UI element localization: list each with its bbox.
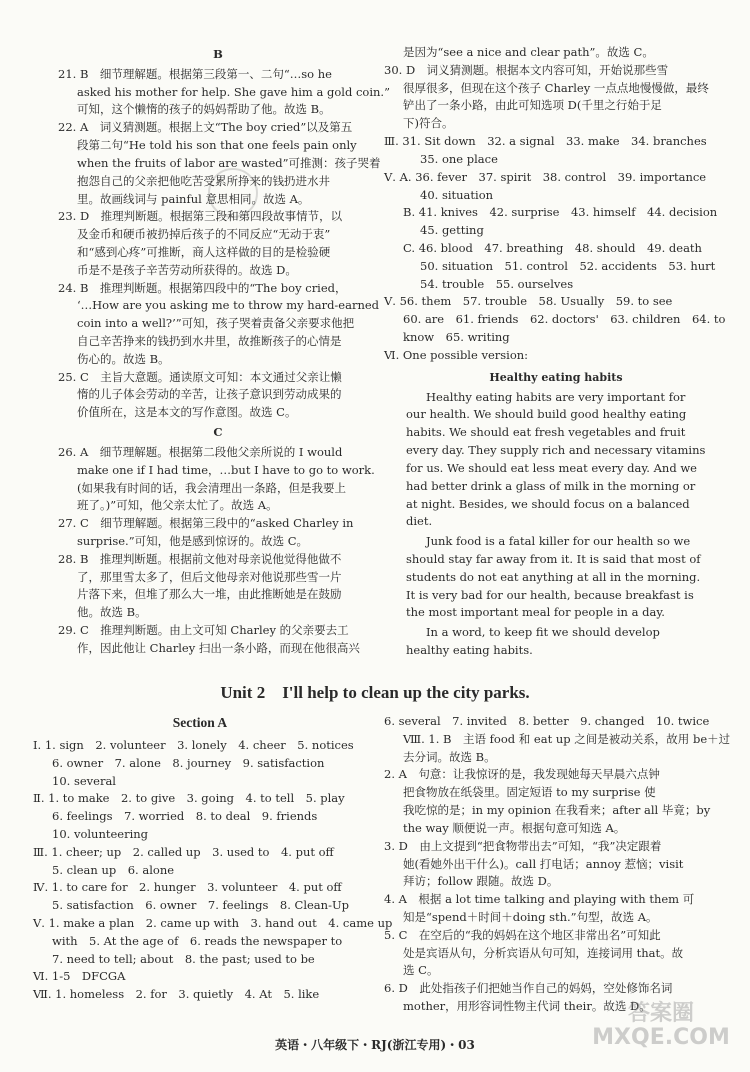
answer-line: 作，因此他让 Charley 扫出一条小路，而现在他很高兴 <box>77 640 360 655</box>
answer-line: ‘…How are you asking me to throw my hard-earned <box>77 298 380 313</box>
answer-line: asked his mother for help. She gave him a gold coin.” <box>77 84 390 99</box>
watermark-logo: 答案圈 MXQE.COM <box>592 1001 730 1051</box>
answer-line: 拜访；follow 跟随。故选 D。 <box>403 874 559 889</box>
answer-line: 26. A 细节理解题。根据第二段他父亲所说的 I would <box>58 444 343 459</box>
answer-line: 和“感到心疼”可推断，商人这样做的目的是检验硬 <box>77 244 331 259</box>
answer-line: 30. D 词义猜测题。根据本文内容可知，开始说那些雪 <box>384 62 669 77</box>
answer-line: when the fruits of labor are wasted”可推测：孩子哭着 <box>77 155 381 170</box>
answers-c <box>58 444 378 658</box>
answer-blocks <box>384 133 726 365</box>
essay-title: Healthy eating habits <box>489 370 623 384</box>
answer-line: Ⅰ. 1. sign 2. volunteer 3. lonely 4. cheer 5. notices <box>33 737 354 752</box>
answer-line: 自己辛苦挣来的钱扔到水井里，故推断孩子的心情是 <box>77 334 342 348</box>
answer-line: Ⅴ. 56. them 57. trouble 58. Usually 59. to see <box>384 294 673 309</box>
answer-line: 下)符合。 <box>403 116 454 131</box>
answer-line: 价值所在，这是本文的写作意图。故选 C。 <box>77 405 297 420</box>
bottom-left-column <box>33 713 393 1004</box>
answer-line: make one if I had time，…but I have to go to work. <box>77 462 375 477</box>
answer-line: 25. C 主旨大意题。通读原文可知：本文通过父亲让懒 <box>58 369 342 384</box>
answer-line: 知是“spend＋时间＋doing sth.”句型，故选 A。 <box>403 909 658 924</box>
answers-section-a-continued <box>384 713 731 1016</box>
answer-line: 27. C 细节理解题。根据第三段中的“asked Charley in <box>58 516 354 531</box>
answer-line: 3. D 由上文提到“把食物带出去”可知，“我”决定跟着 <box>384 838 662 853</box>
answer-line: coin into a well?’”可知，孩子哭着责备父亲要求他把 <box>77 316 355 331</box>
top-right-column <box>384 44 726 660</box>
answer-line: C. 46. blood 47. breathing 48. should 49. death <box>403 240 702 255</box>
answer-line: 6. D 此处指孩子们把她当作自己的妈妈，空处修饰名词 <box>384 981 673 996</box>
answer-line: 5. satisfaction 6. owner 7. feelings 8. Clean-Up <box>52 898 350 913</box>
answer-line: surprise.”可知，他是感到惊讶的。故选 C。 <box>77 533 309 548</box>
unit-title: Unit 2 I'll help to clean up the city parks. <box>220 683 530 702</box>
answer-line: 22. A 词义猜测题。根据上文“The boy cried”以及第五 <box>58 120 353 135</box>
answer-line: Ⅷ. 1. B 主语 food 和 eat up 之间是被动关系，故用 be＋过 <box>403 731 731 746</box>
answer-line: 54. trouble 55. ourselves <box>420 276 574 291</box>
answer-line: 去分词。故选 B。 <box>403 749 496 764</box>
answer-line: 24. B 推理判断题。根据第四段中的“The boy cried， <box>58 280 347 295</box>
answer-line: 60. are 61. friends 62. doctors' 63. children 64. to <box>403 312 726 327</box>
answer-line: 把食物放在纸袋里。固定短语 to my surprise 使 <box>403 785 656 800</box>
answer-line: Ⅲ. 1. cheer; up 2. called up 3. used to 4. put off <box>33 844 334 859</box>
answer-line: 5. clean up 6. alone <box>52 862 175 877</box>
answer-line: 23. D 推理判断题。根据第三段和第四段故事情节，以 <box>58 209 343 224</box>
answer-line: know 65. writing <box>403 330 510 344</box>
sample-essay <box>384 369 706 660</box>
answer-line: 6. several 7. invited 8. better 9. changed 10. twice <box>384 714 710 728</box>
answer-line: 可知，这个懒惰的孩子的妈妈帮助了他。故选 B。 <box>77 102 331 117</box>
answer-line: 2. A 句意：让我惊讶的是，我发现她每天早晨六点钟 <box>384 767 660 782</box>
answer-line: Ⅶ. 1. homeless 2. for 3. quietly 4. At 5. like <box>33 987 320 1002</box>
answer-line: 惰的儿子体会劳动的辛苦，让孩子意识到劳动成果的 <box>77 387 342 402</box>
answer-line: 段第二句“He told his son that one feels pain only <box>77 138 357 153</box>
answer-line: 6. feelings 7. worried 8. to deal 9. friends <box>52 809 318 824</box>
answer-line: Ⅵ. 1-5 DFCGA <box>33 969 126 984</box>
answer-line: 35. one place <box>420 151 498 166</box>
answer-line: 50. situation 51. control 52. accidents 53. hurt <box>420 258 716 273</box>
answer-line: Ⅳ. 1. to care for 2. hunger 3. volunteer 4. put off <box>33 880 342 895</box>
answers-b <box>58 66 390 422</box>
answer-line: mother，用形容词性物主代词 their。故选 D。 <box>403 999 651 1013</box>
top-left-column <box>58 44 390 658</box>
answer-line: with 5. At the age of 6. reads the newspaper to <box>52 933 343 948</box>
answer-line: 6. owner 7. alone 8. journey 9. satisfaction <box>52 755 325 770</box>
section-heading-c: C <box>213 425 223 440</box>
answer-line: B. 41. knives 42. surprise 43. himself 44. decision <box>403 205 718 220</box>
answer-line: 21. B 细节理解题。根据第三段第一、二句“…so he <box>58 66 332 81</box>
answer-line: 我吃惊的是；in my opinion 在我看来；after all 毕竟；by <box>403 803 711 818</box>
answer-line: 40. situation <box>420 187 494 202</box>
answer-line: 是因为“see a nice and clear path”。故选 C。 <box>403 45 654 59</box>
section-heading-b: B <box>213 47 223 61</box>
page-footer: 英语・八年级下・RJ(浙江专用)・03 <box>275 1038 475 1052</box>
answer-line: 铲出了一条小路，由此可知选项 D(千里之行始于足 <box>403 98 662 113</box>
answer-line: (如果我有时间的话，我会清理出一条路，但是我要上 <box>77 480 346 495</box>
answer-line: 7. need to tell; about 8. the past; used to be <box>52 951 315 966</box>
answers-section-a <box>33 737 393 1004</box>
bottom-right-column <box>384 713 731 1016</box>
answer-line: Ⅴ. A. 36. fever 37. spirit 38. control 39. importance <box>384 169 707 184</box>
answer-line: Ⅴ. 1. make a plan 2. came up with 3. hand out 4. came up <box>33 916 393 931</box>
answer-line: 29. C 推理判断题。由上文可知 Charley 的父亲要去工 <box>58 623 349 637</box>
answer-line: 他。故选 B。 <box>77 605 147 620</box>
essay-paragraph: In a word, to keep fit we should develop healthy eating habits. <box>406 625 660 658</box>
answer-line: 5. C 在空后的“我的妈妈在这个地区非常出名”可知此 <box>384 927 661 942</box>
answer-line: Ⅲ. 31. Sit down 32. a signal 33. make 34. branches <box>384 134 707 149</box>
answer-line: 她(看她外出干什么)。call 打电话；annoy 惹恼；visit <box>403 856 684 871</box>
answer-line: 里。故画线词与 painful 意思相同。故选 A。 <box>77 191 310 206</box>
answer-line: 10. several <box>52 773 116 788</box>
answer-line: 10. volunteering <box>52 826 149 841</box>
answer-line: 班了。)”可知，他父亲太忙了。故选 A。 <box>77 498 278 513</box>
answer-line: 选 C。 <box>403 963 439 978</box>
answer-line: 片落下来，但堆了那么大一堆，由此推断她是在鼓励 <box>77 587 342 602</box>
answers-continued <box>384 44 709 133</box>
answer-line: 45. getting <box>420 223 484 238</box>
answer-line: 及金币和硬币被扔掉后孩子的不同反应“无动于衷” <box>77 227 331 242</box>
answer-line: 抱怨自己的父亲把他吃苦受累所挣来的钱扔进水井 <box>77 173 330 188</box>
answer-line: Ⅵ. One possible version: <box>384 347 529 362</box>
answer-line: 4. A 根据 a lot time talking and playing with them 可 <box>384 892 695 907</box>
answer-line: 伤心的。故选 B。 <box>77 351 170 366</box>
essay-paragraph: Junk food is a fatal killer for our health so we should stay far away from it. It is said that most of students do not eat anything at all in the morning. It is very bad for our health, because breakfast is the most important meal for people in a day. <box>406 534 701 620</box>
answer-line: 28. B 推理判断题。根据前文他对母亲说他觉得他做不 <box>58 551 342 566</box>
answer-line: Ⅱ. 1. to make 2. to give 3. going 4. to tell 5. play <box>33 791 345 806</box>
section-a-heading: Section A <box>172 715 228 730</box>
answer-line: 很厚很多，但现在这个孩子 Charley 一点点地慢慢做，最终 <box>403 80 709 95</box>
answer-line: 处是宾语从句，分析宾语从句可知，连接词用 that。故 <box>403 945 684 960</box>
answer-line: 币是不是孩子辛苦劳动所获得的。故选 D。 <box>77 262 297 277</box>
answer-line: the way 顺便说一声。根据句意可知选 A。 <box>403 820 626 835</box>
essay-paragraph: Healthy eating habits are very important for our health. We should build good healthy eating habits. We should eat fresh vegetables and fruit every day. They supply rich and necessary vitamins for us. We should eat less meat every day. And we had better drink a glass of milk in the morning or at night. Besides, we should focus on a balanced diet. <box>406 389 706 529</box>
answer-line: 了，那里雪太多了，但后文他母亲对他说那些雪一片 <box>77 569 342 584</box>
